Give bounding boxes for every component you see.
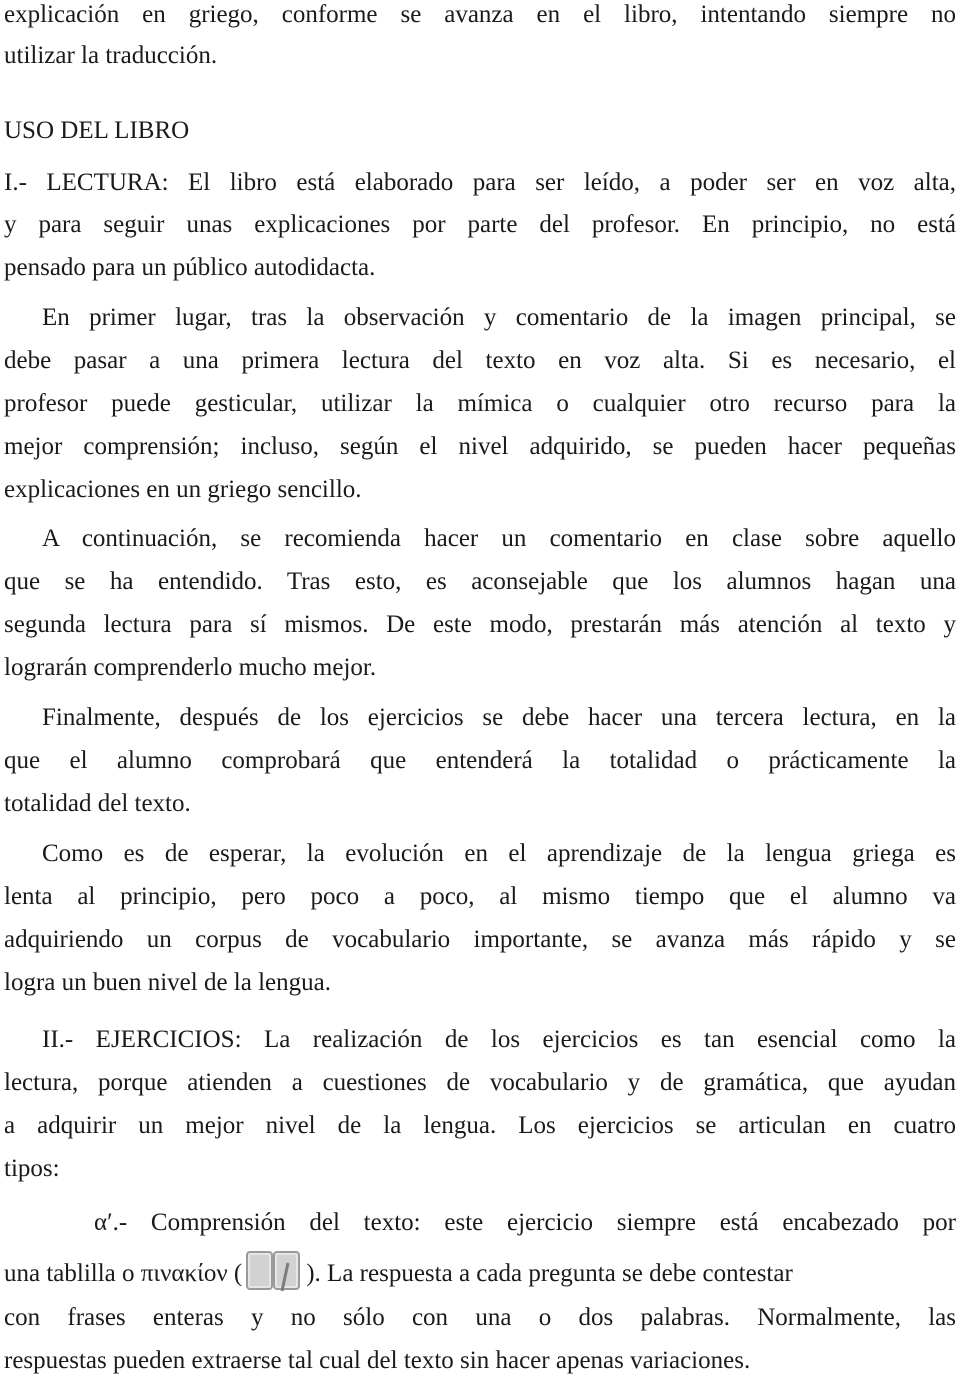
section-heading: USO DEL LIBRO — [4, 117, 190, 144]
text-segment: una tablilla o πινακίον ( — [4, 1260, 243, 1287]
text-line: A continuación, se recomienda hacer un comentario en clase sobre aquello — [42, 525, 956, 552]
text-line: segunda lectura para sí mismos. De este modo, prestarán más atención al texto y — [4, 611, 956, 638]
text-line: profesor puede gesticular, utilizar la mímica o cualquier otro recurso para la — [4, 390, 956, 417]
text-line: lograrán comprenderlo mucho mejor. — [4, 654, 377, 681]
text-line: En primer lugar, tras la observación y comentario de la imagen principal, se — [42, 304, 956, 331]
text-line: que el alumno comprobará que entenderá la totalidad o prácticamente la — [4, 747, 956, 774]
text-segment: ). La respuesta a cada pregunta se debe contestar — [306, 1260, 793, 1287]
text-line: mejor comprensión; incluso, según el nivel adquirido, se pueden hacer pequeñas — [4, 433, 956, 460]
text-line: totalidad del texto. — [4, 790, 191, 817]
text-line: adquiriendo un corpus de vocabulario importante, se avanza más rápido y se — [4, 926, 956, 953]
text-line: a adquirir un mejor nivel de la lengua. Los ejercicios se articulan en cuatro — [4, 1112, 956, 1139]
text-line: Como es de esperar, la evolución en el aprendizaje de la lengua griega es — [42, 840, 956, 867]
text-line: α′.- Comprensión del texto: este ejercicio siempre está encabezado por — [94, 1209, 956, 1236]
text-line: explicaciones en un griego sencillo. — [4, 476, 362, 503]
text-line: respuestas pueden extraerse tal cual del texto sin hacer apenas variaciones. — [4, 1347, 751, 1374]
text-line: con frases enteras y no sólo con una o dos palabras. Normalmente, las — [4, 1304, 956, 1331]
text-line-with-icon — [4, 1250, 956, 1298]
text-line: II.- EJERCICIOS: La realización de los ejercicios es tan esencial como la — [42, 1026, 956, 1053]
text-line: lenta al principio, pero poco a poco, al mismo tiempo que el alumno va — [4, 883, 956, 910]
text-line: logra un buen nivel de la lengua. — [4, 969, 331, 996]
text-line: utilizar la traducción. — [4, 42, 218, 69]
text-line: y para seguir unas explicaciones por parte del profesor. En principio, no está — [4, 211, 956, 238]
text-line: pensado para un público autodidacta. — [4, 254, 376, 281]
text-line: I.- LECTURA: El libro está elaborado para ser leído, a poder ser en voz alta, — [4, 169, 956, 196]
text-line: tipos: — [4, 1155, 60, 1182]
tablet-icon — [244, 1250, 304, 1293]
text-line: lectura, porque atienden a cuestiones de vocabulario y de gramática, que ayudan — [4, 1069, 956, 1096]
text-line: que se ha entendido. Tras esto, es aconsejable que los alumnos hagan una — [4, 568, 956, 595]
text-line: Finalmente, después de los ejercicios se debe hacer una tercera lectura, en la — [42, 704, 956, 731]
text-line: explicación en griego, conforme se avanza en el libro, intentando siempre no — [4, 1, 956, 28]
text-line: debe pasar a una primera lectura del texto en voz alta. Si es necesario, el — [4, 347, 956, 374]
